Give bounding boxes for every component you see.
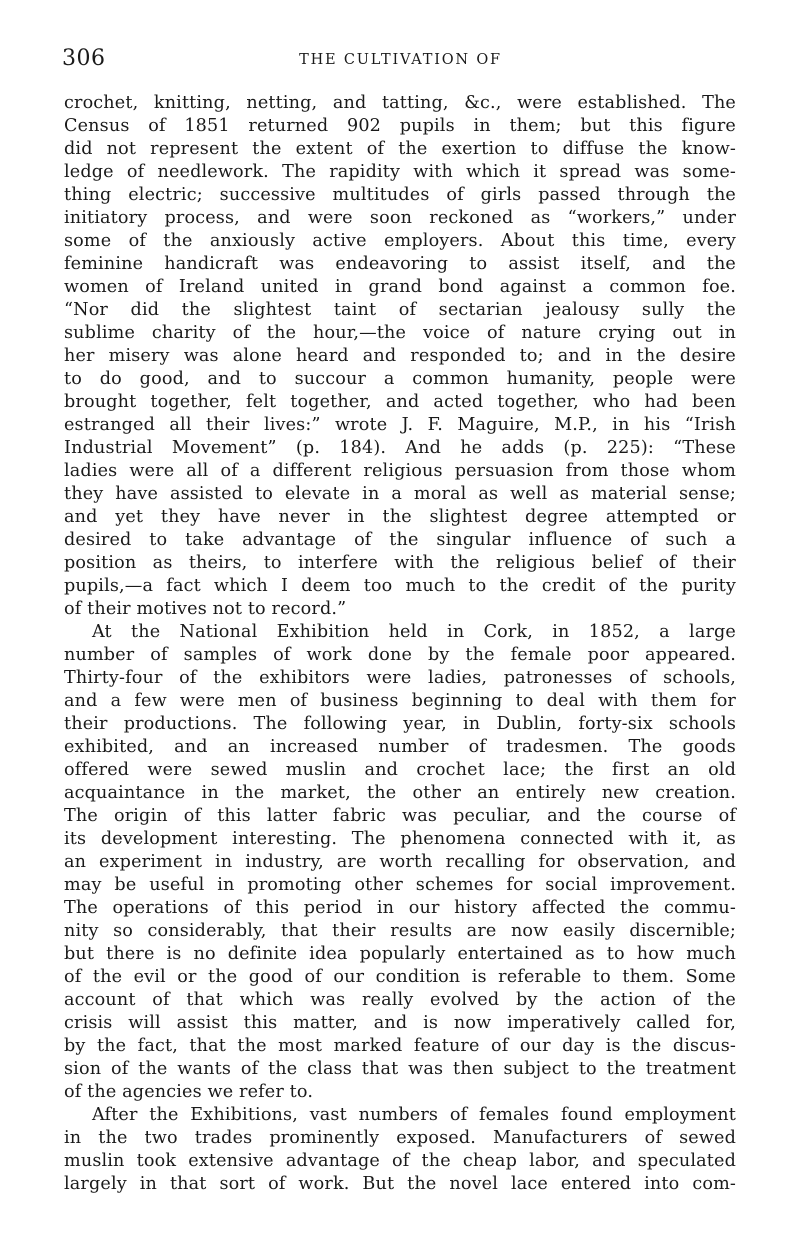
- text-line: number of samples of work done by the female poor appeared.: [64, 645, 736, 665]
- text-line: and a few were men of business beginning to deal with them for: [64, 691, 736, 711]
- text-line: Industrial Movement” (p. 184). And he adds (p. 225): “These: [64, 438, 736, 458]
- text-line: The operations of this period in our history affected the commu-: [64, 898, 736, 918]
- text-line: of the evil or the good of our condition is referable to them. Some: [64, 967, 736, 987]
- text-line: largely in that sort of work. But the novel lace entered into com-: [64, 1174, 736, 1194]
- page-number: 306: [62, 46, 106, 71]
- text-line: an experiment in industry, are worth recalling for observation, and: [64, 852, 736, 872]
- text-line: in the two trades prominently exposed. Manufacturers of sewed: [64, 1128, 736, 1148]
- text-line: crisis will assist this matter, and is now imperatively called for,: [64, 1013, 736, 1033]
- text-line: initiatory process, and were soon reckoned as “workers,” under: [64, 208, 736, 228]
- text-line: women of Ireland united in grand bond against a common foe.: [64, 277, 736, 297]
- text-line: Census of 1851 returned 902 pupils in them; but this figure: [64, 116, 736, 136]
- text-line: their productions. The following year, in Dublin, forty-six schools: [64, 714, 736, 734]
- text-line: ladies were all of a different religious persuasion from those whom: [64, 461, 736, 481]
- text-line: of the agencies we refer to.: [64, 1082, 314, 1102]
- text-line: sublime charity of the hour,—the voice of nature crying out in: [64, 323, 736, 343]
- text-line: but there is no definite idea popularly entertained as to how much: [64, 944, 736, 964]
- text-line: thing electric; successive multitudes of girls passed through the: [64, 185, 736, 205]
- text-line: account of that which was really evolved by the action of the: [64, 990, 736, 1010]
- text-line: did not represent the extent of the exertion to diffuse the know-: [64, 139, 736, 159]
- text-line: nity so considerably, that their results are now easily discernible;: [64, 921, 736, 941]
- text-line: brought together, felt together, and acted together, who had been: [64, 392, 736, 412]
- text-line: After the Exhibitions, vast numbers of females found employment: [92, 1105, 736, 1125]
- text-line: position as theirs, to interfere with the religious belief of their: [64, 553, 736, 573]
- text-line: exhibited, and an increased number of tradesmen. The goods: [64, 737, 736, 757]
- text-line: offered were sewed muslin and crochet lace; the first an old: [64, 760, 736, 780]
- text-line: desired to take advantage of the singular influence of such a: [64, 530, 736, 550]
- text-line: its development interesting. The phenomena connected with it, as: [64, 829, 736, 849]
- text-line: ledge of needlework. The rapidity with which it spread was some-: [64, 162, 736, 182]
- text-line: At the National Exhibition held in Cork, in 1852, a large: [92, 622, 736, 642]
- text-line: Thirty-four of the exhibitors were ladies, patronesses of schools,: [64, 668, 736, 688]
- text-line: crochet, knitting, netting, and tatting, &c., were established. The: [64, 93, 736, 113]
- text-line: estranged all their lives:” wrote J. F. Maguire, M.P., in his “Irish: [64, 415, 736, 435]
- body-text: [64, 92, 736, 1196]
- text-line: some of the anxiously active employers. About this time, every: [64, 231, 736, 251]
- text-line: to do good, and to succour a common humanity, people were: [64, 369, 736, 389]
- paragraph: [64, 621, 736, 1104]
- text-line: of their motives not to record.”: [64, 599, 347, 619]
- text-line: muslin took extensive advantage of the cheap labor, and speculated: [64, 1151, 736, 1171]
- text-line: may be useful in promoting other schemes for social improvement.: [64, 875, 736, 895]
- text-line: by the fact, that the most marked feature of our day is the discus-: [64, 1036, 736, 1056]
- text-line: acquaintance in the market, the other an entirely new creation.: [64, 783, 736, 803]
- text-line: feminine handicraft was endeavoring to assist itself, and the: [64, 254, 736, 274]
- paragraph: [64, 1104, 736, 1196]
- text-line: pupils,—a fact which I deem too much to the credit of the purity: [64, 576, 736, 596]
- text-line: “Nor did the slightest taint of sectarian jealousy sully the: [64, 300, 736, 320]
- text-line: they have assisted to elevate in a moral as well as material sense;: [64, 484, 736, 504]
- text-line: sion of the wants of the class that was then subject to the treatment: [64, 1059, 736, 1079]
- text-line: her misery was alone heard and responded to; and in the desire: [64, 346, 736, 366]
- text-line: The origin of this latter fabric was peculiar, and the course of: [64, 806, 736, 826]
- paragraph: [64, 92, 736, 621]
- running-header: [62, 46, 739, 76]
- text-line: and yet they have never in the slightest degree attempted or: [64, 507, 736, 527]
- running-title: THE CULTIVATION OF: [299, 52, 502, 68]
